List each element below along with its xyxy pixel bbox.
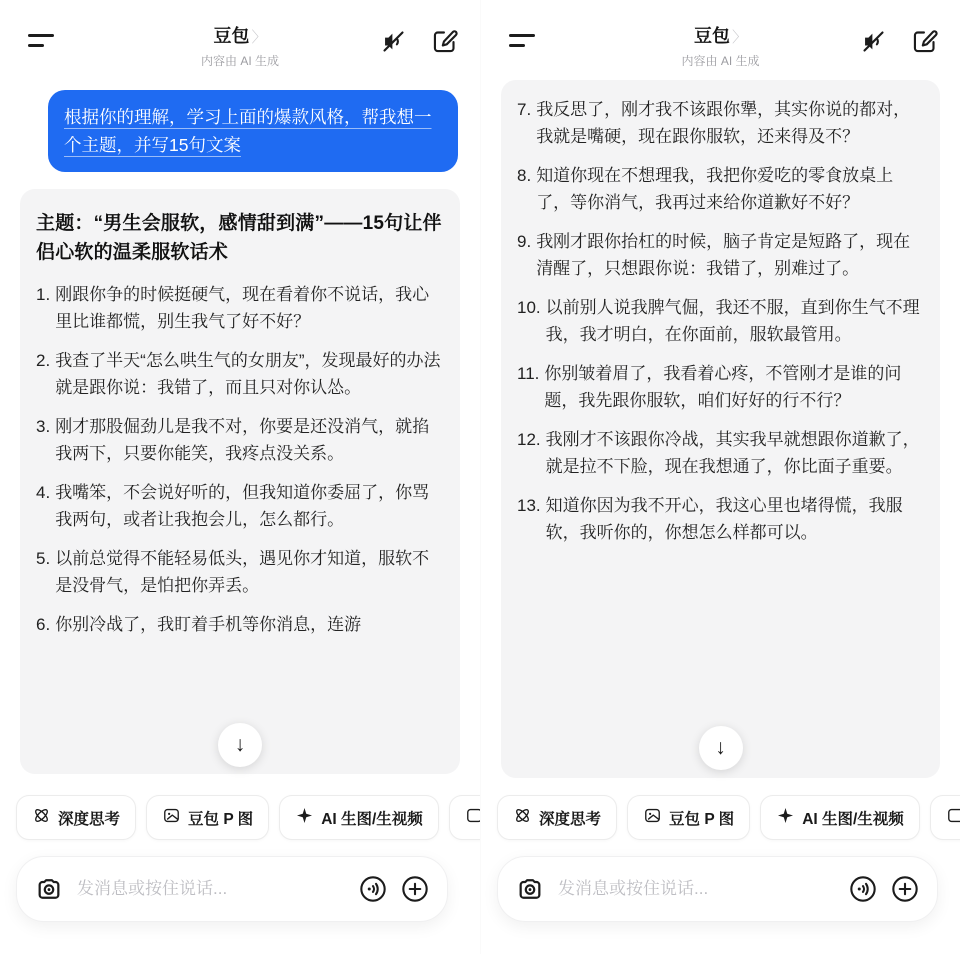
sparkle-icon xyxy=(295,806,314,830)
list-item: 12. 我刚才不该跟你冷战，其实我早就想跟你道歉了，就是拉不下脸，现在我想通了，你比面子重要。 xyxy=(517,430,920,476)
ai-generate-label: AI 生图/生视频 xyxy=(321,810,423,828)
ai-generated-notice: 内容由 AI 生成 xyxy=(200,54,280,68)
clipped-chip[interactable] xyxy=(449,795,480,840)
atom-icon xyxy=(513,806,532,830)
photo-edit-icon xyxy=(643,806,662,830)
list-item: 7. 我反思了，刚才我不该跟你犟，其实你说的都对，我就是嘴硬，现在跟你服软，还来得及不？ xyxy=(517,100,911,146)
ai-response-title: 主题：“男生会服软，感情甜到满”——15句让伴侣心软的温柔服软话术 xyxy=(36,213,442,263)
p-image-label: 豆包 P 图 xyxy=(188,810,254,828)
down-arrow-icon: ↓ xyxy=(715,736,726,759)
message-input-bar xyxy=(16,856,448,922)
list-item: 13. 知道你因为我不开心，我这心里也堵得慌，我服软，我听你的，你想怎么样都可以。 xyxy=(517,496,903,542)
user-message-text: 根据你的理解，学习上面的爆款风格，帮我想一个主题，并写15句文案 xyxy=(64,107,432,155)
header-actions xyxy=(380,28,458,55)
chevron-right-icon: 〉 xyxy=(731,29,748,46)
p-image-label: 豆包 P 图 xyxy=(669,810,735,828)
camera-icon[interactable] xyxy=(516,875,544,903)
app-header xyxy=(0,0,480,80)
list-item: 9. 我刚才跟你抬杠的时候，脑子肯定是短路了，现在清醒了，只想跟你说：我错了，别难过了。 xyxy=(517,232,911,278)
message-input[interactable] xyxy=(77,879,345,899)
p-image-chip[interactable] xyxy=(146,795,269,840)
camera-icon[interactable] xyxy=(35,875,63,903)
list-item: 5. 以前总觉得不能轻易低头，遇见你才知道，服软不是没骨气，是怕把你弄丢。 xyxy=(36,549,430,595)
app-title: 豆包 〉 xyxy=(213,26,267,46)
new-chat-icon[interactable] xyxy=(431,28,458,55)
plus-icon[interactable] xyxy=(401,875,429,903)
list-item: 11. 你别皱着眉了，我看着心疼，不管刚才是谁的问题，我先跟你服软，咱们好好的行不行？ xyxy=(517,364,902,410)
message-input-bar xyxy=(497,856,938,922)
photo-edit-icon xyxy=(162,806,181,830)
mute-speaker-icon[interactable] xyxy=(860,28,887,55)
ai-generate-chip[interactable] xyxy=(279,795,439,840)
header-actions xyxy=(860,28,938,55)
deep-think-chip[interactable] xyxy=(16,795,136,840)
tools-toolbar xyxy=(16,795,480,840)
header-title-group[interactable] xyxy=(201,22,279,69)
scroll-to-bottom-button[interactable] xyxy=(699,726,743,770)
list-item: 6. 你别冷战了，我盯着手机等你消息，连游 xyxy=(36,615,362,635)
deep-think-label: 深度思考 xyxy=(58,810,121,828)
ai-response-card xyxy=(501,80,940,778)
deep-think-label: 深度思考 xyxy=(539,810,602,828)
screen-icon xyxy=(465,806,480,830)
screen-icon xyxy=(946,806,960,830)
user-message-bubble[interactable] xyxy=(48,90,458,172)
app-header xyxy=(481,0,960,80)
ai-generated-notice: 内容由 AI 生成 xyxy=(681,54,760,68)
ai-generate-label: AI 生图/生视频 xyxy=(802,810,904,828)
menu-icon[interactable] xyxy=(28,34,54,48)
app-title: 豆包 〉 xyxy=(693,26,748,46)
plus-icon[interactable] xyxy=(891,875,919,903)
p-image-chip[interactable] xyxy=(627,795,750,840)
list-item: 10. 以前别人说我脾气倔，我还不服，直到你生气不理我，我才明白，在你面前，服软最管用。 xyxy=(517,298,920,344)
clipped-chip[interactable] xyxy=(930,795,960,840)
list-item: 1. 刚跟你争的时候挺硬气，现在看着你不说话，我心里比谁都慌，别生我气了好不好？ xyxy=(36,285,430,331)
sparkle-icon xyxy=(776,806,795,830)
down-arrow-icon: ↓ xyxy=(234,733,246,756)
list-item: 8. 知道你现在不想理我，我把你爱吃的零食放桌上了，等你消气，我再过来给你道歉好不好？ xyxy=(517,166,894,212)
menu-icon[interactable] xyxy=(509,34,535,48)
voice-call-icon[interactable] xyxy=(359,875,387,903)
header-title-group[interactable] xyxy=(681,22,759,69)
deep-think-chip[interactable] xyxy=(497,795,617,840)
atom-icon xyxy=(32,806,51,830)
new-chat-icon[interactable] xyxy=(911,28,938,55)
tools-toolbar xyxy=(497,795,960,840)
scroll-to-bottom-button[interactable] xyxy=(218,723,262,767)
mute-speaker-icon[interactable] xyxy=(380,28,407,55)
list-item: 3. 刚才那股倔劲儿是我不对，你要是还没消气，就掐我两下，只要你能笑，我疼点没关系。 xyxy=(36,417,430,463)
ai-response-card xyxy=(20,189,460,774)
message-input[interactable] xyxy=(558,879,835,899)
chevron-right-icon: 〉 xyxy=(251,29,267,46)
voice-call-icon[interactable] xyxy=(849,875,877,903)
chat-screenshot-right xyxy=(480,0,960,954)
ai-generate-chip[interactable] xyxy=(760,795,920,840)
list-item: 4. 我嘴笨，不会说好听的，但我知道你委屈了，你骂我两句，或者让我抱会儿，怎么都行。 xyxy=(36,483,430,529)
list-item: 2. 我查了半天“怎么哄生气的女朋友”，发现最好的办法就是跟你说：我错了，而且只对你认怂。 xyxy=(36,351,441,397)
